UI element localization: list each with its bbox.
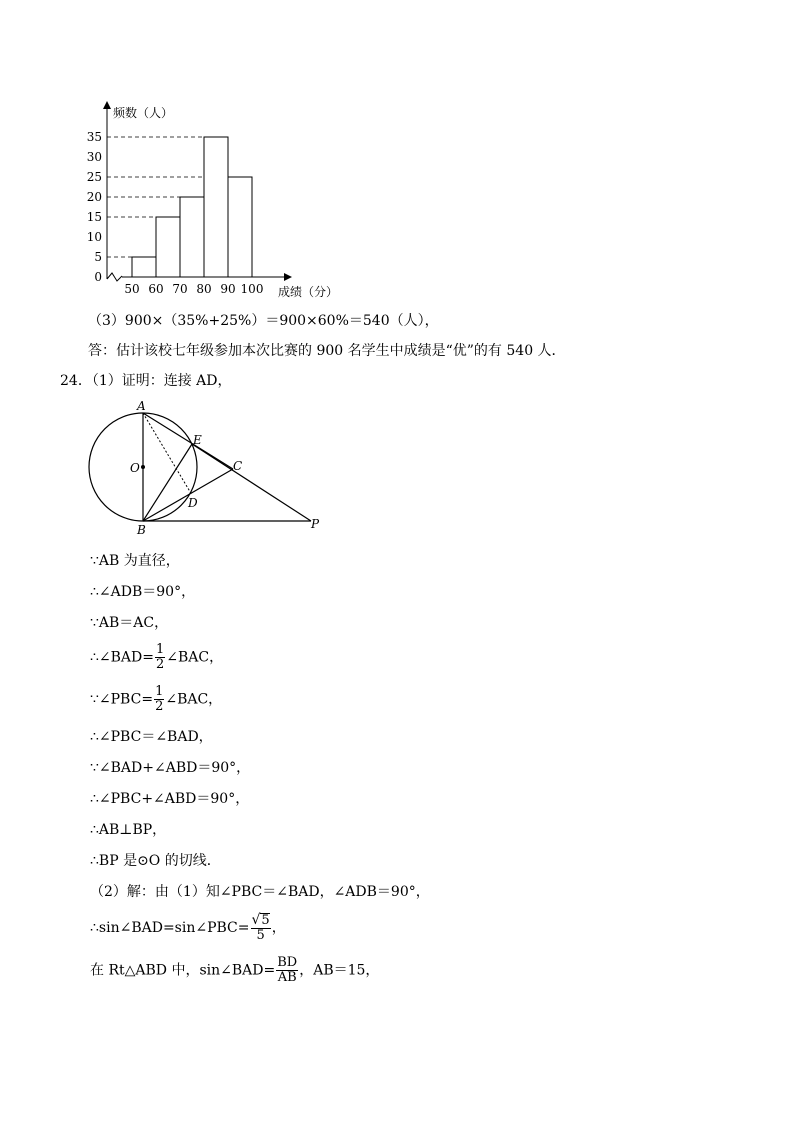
label-p: P	[311, 517, 320, 531]
x-tick-label: 50	[124, 282, 140, 296]
q24-heading: 24．（1）证明：连接 AD，	[60, 373, 232, 389]
sin-den: 5	[256, 928, 265, 943]
proof-line-6: ∴∠PBC+∠ABD＝90°，	[90, 791, 250, 807]
proof-line-8: ∴BP 是⊙O 的切线．	[90, 853, 221, 869]
y-tick-label: 35	[86, 130, 102, 144]
y-tick-label: 10	[86, 230, 102, 244]
part2-sin-line	[90, 913, 286, 943]
fraction-half-2	[154, 685, 164, 714]
rt-suffix: ，AB＝15，	[299, 962, 380, 979]
x-axis-label: 成绩（分）	[278, 285, 339, 299]
y-axis-label: 频数（人）	[113, 106, 174, 120]
fraction-sqrt5-over-5	[251, 913, 271, 943]
y-tick-label: 5	[94, 250, 102, 264]
frac2-suffix: ∠BAC，	[165, 691, 223, 708]
fraction-bd-over-ab	[276, 956, 298, 985]
proof-line-3: ∵AB＝AC，	[90, 615, 169, 631]
proof-line-7: ∴AB⊥BP，	[90, 822, 167, 838]
fraction-half-1	[155, 643, 165, 672]
frac2-den: 2	[155, 699, 164, 714]
rt-num: BD	[277, 955, 298, 970]
frequency-histogram	[80, 95, 380, 310]
proof-line-4: ∴∠PBC＝∠BAD，	[90, 729, 213, 745]
frac1-num: 1	[156, 642, 165, 657]
label-e: E	[193, 433, 202, 447]
rt-den: AB	[277, 970, 297, 985]
segment-ac	[143, 413, 233, 469]
sin-prefix: ∴sin∠BAD=sin∠PBC=	[90, 920, 250, 936]
sqrt-radicand: 5	[261, 913, 270, 928]
sqrt-sign: √	[251, 912, 261, 928]
histogram-bar	[228, 177, 252, 277]
x-tick-label: 60	[148, 282, 164, 296]
frac1-suffix: ∠BAC，	[166, 649, 224, 666]
histogram-bar	[132, 257, 156, 277]
histogram-bar	[180, 197, 204, 277]
frac1-prefix: ∴∠BAD=	[90, 649, 154, 666]
histogram-bar	[156, 217, 180, 277]
frac2-prefix: ∵∠PBC=	[90, 691, 154, 708]
y-tick-label: 25	[86, 170, 102, 184]
segment-bc	[143, 469, 233, 521]
frac2-num: 1	[155, 684, 164, 699]
label-d: D	[188, 496, 198, 510]
y-tick-label: 30	[86, 150, 102, 164]
proof-line-5: ∵∠BAD+∠ABD＝90°，	[90, 760, 251, 776]
sin-suffix: ，	[271, 920, 286, 936]
part3-calculation: （3）900×（35%+25%）＝900×60%＝540（人），	[88, 313, 439, 329]
part2-line-1: （2）解：由（1）知∠PBC＝∠BAD，∠ADB＝90°，	[90, 884, 430, 900]
rt-prefix: 在 Rt△ABD 中，sin∠BAD=	[90, 962, 276, 979]
x-tick-label: 80	[196, 282, 212, 296]
proof-line-2: ∴∠ADB＝90°，	[90, 584, 196, 600]
label-a: A	[137, 399, 146, 413]
part3-answer: 答：估计该校七年级参加本次比赛的 900 名学生中成绩是“优”的有 540 人．	[88, 343, 566, 359]
geometry-figure	[80, 396, 340, 541]
axis-break	[107, 273, 122, 281]
x-tick-label: 90	[220, 282, 236, 296]
proof-line-frac-1	[90, 643, 223, 672]
proof-line-frac-2	[90, 685, 222, 714]
label-b: B	[137, 523, 146, 537]
proof-line-1: ∵AB 为直径，	[90, 553, 180, 569]
x-tick-label: 70	[172, 282, 188, 296]
label-o: O	[130, 461, 140, 475]
y-tick-label: 15	[86, 210, 102, 224]
frac1-den: 2	[156, 657, 165, 672]
x-tick-label: 100	[240, 282, 264, 296]
histogram-bar	[204, 137, 228, 277]
y-tick-label: 20	[86, 190, 102, 204]
label-c: C	[233, 459, 243, 473]
y-tick-label: 0	[94, 270, 102, 284]
center-point	[141, 465, 145, 469]
part2-rt-line	[90, 956, 379, 985]
